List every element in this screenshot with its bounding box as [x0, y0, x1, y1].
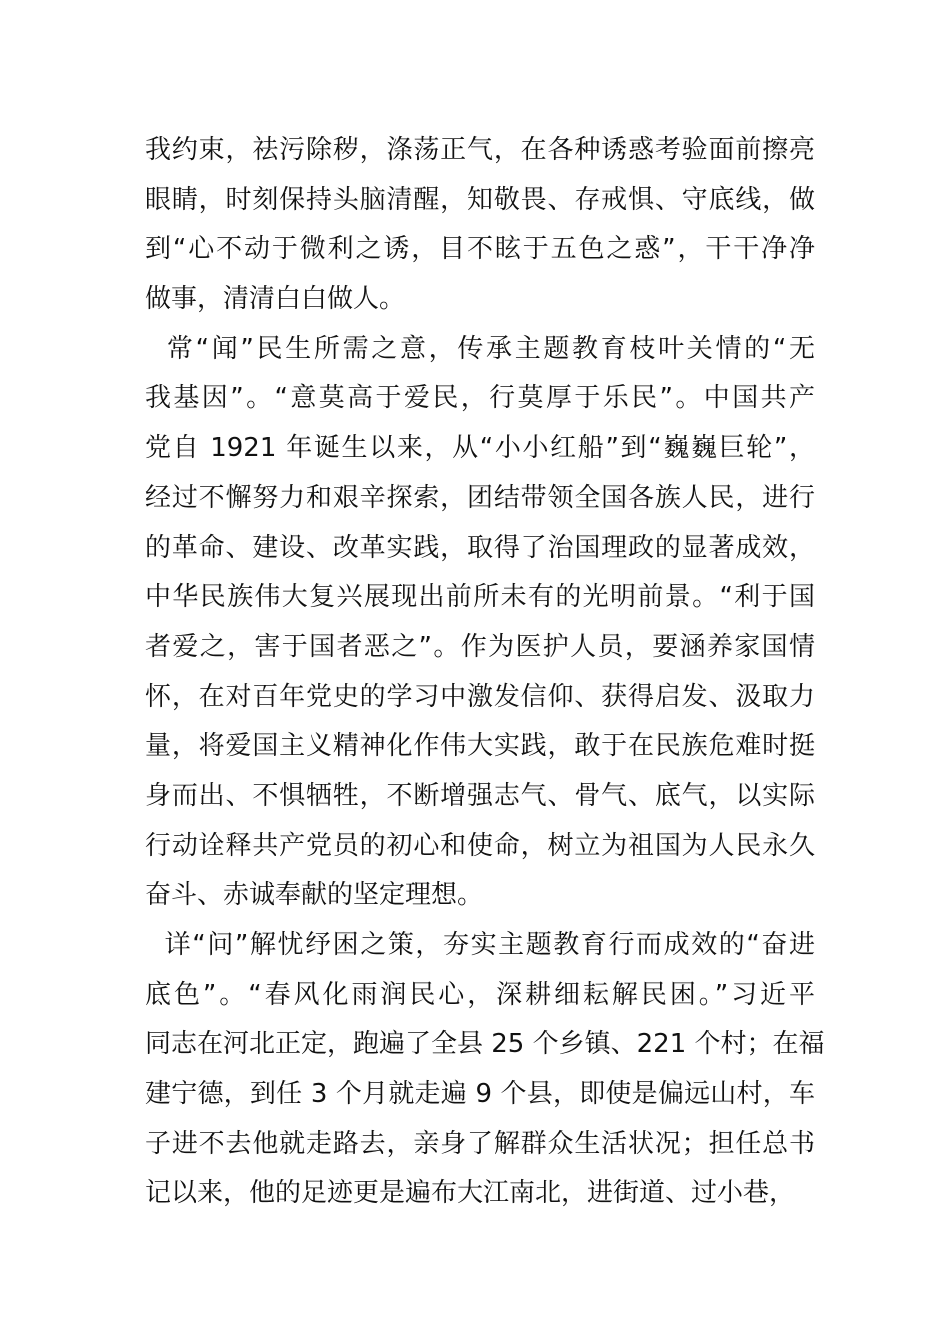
text-line: 我基因”。“意莫高于爱民，行莫厚于乐民”。中国共产 [145, 383, 815, 414]
paragraph [145, 126, 815, 325]
text-line: 行动诠释共产党员的初心和使命，树立为祖国为人民永久 [145, 830, 815, 861]
text-line: 同志在河北正定，跑遍了全县 25 个乡镇、221 个村；在福 [145, 1029, 825, 1060]
paragraph [145, 325, 815, 921]
body-text [145, 126, 825, 1219]
text-line: 者爱之，害于国者恶之”。作为医护人员，要涵养家国情 [145, 631, 815, 662]
text-line: 常“闻”民生所需之意，传承主题教育枝叶关情的“无 [145, 333, 815, 364]
text-line: 的革命、建设、改革实践，取得了治国理政的显著成效， [145, 532, 815, 563]
text-line: 详“问”解忧纾困之策，夯实主题教育行而成效的“奋进 [145, 930, 815, 960]
text-line: 子进不去他就走路去，亲身了解群众生活状况；担任总书 [145, 1128, 815, 1159]
text-line: 建宁德，到任 3 个月就走遍 9 个县，即使是偏远山村，车 [145, 1079, 815, 1110]
text-line: 奋斗、赤诚奉献的坚定理想。 [145, 880, 484, 911]
paragraph [145, 921, 825, 1219]
text-line: 党自 1921 年诞生以来，从“小小红船”到“巍巍巨轮”， [145, 433, 815, 464]
text-line: 做事，清清白白做人。 [145, 284, 406, 315]
text-line: 量，将爱国主义精神化作伟大实践，敢于在民族危难时挺 [145, 731, 815, 762]
text-line: 经过不懈努力和艰辛探索，团结带领全国各族人民，进行 [145, 482, 815, 513]
text-line: 到“心不动于微利之诱，目不眩于五色之惑”，干干净净 [145, 234, 815, 265]
text-line: 中华民族伟大复兴展现出前所未有的光明前景。“利于国 [145, 582, 815, 613]
text-line: 我约束，祛污除秽，涤荡正气，在各种诱惑考验面前擦亮 [145, 135, 815, 165]
text-line: 记以来，他的足迹更是遍布大江南北，进街道、过小巷， [145, 1178, 796, 1209]
text-line: 身而出、不惧牺牲，不断增强志气、骨气、底气，以实际 [145, 780, 815, 811]
text-line: 眼睛，时刻保持头脑清醒，知敬畏、存戒惧、守底线，做 [145, 184, 815, 215]
text-line: 底色”。“春风化雨润民心，深耕细耘解民困。”习近平 [145, 979, 815, 1010]
text-line: 怀，在对百年党史的学习中激发信仰、获得启发、汲取力 [145, 681, 815, 712]
